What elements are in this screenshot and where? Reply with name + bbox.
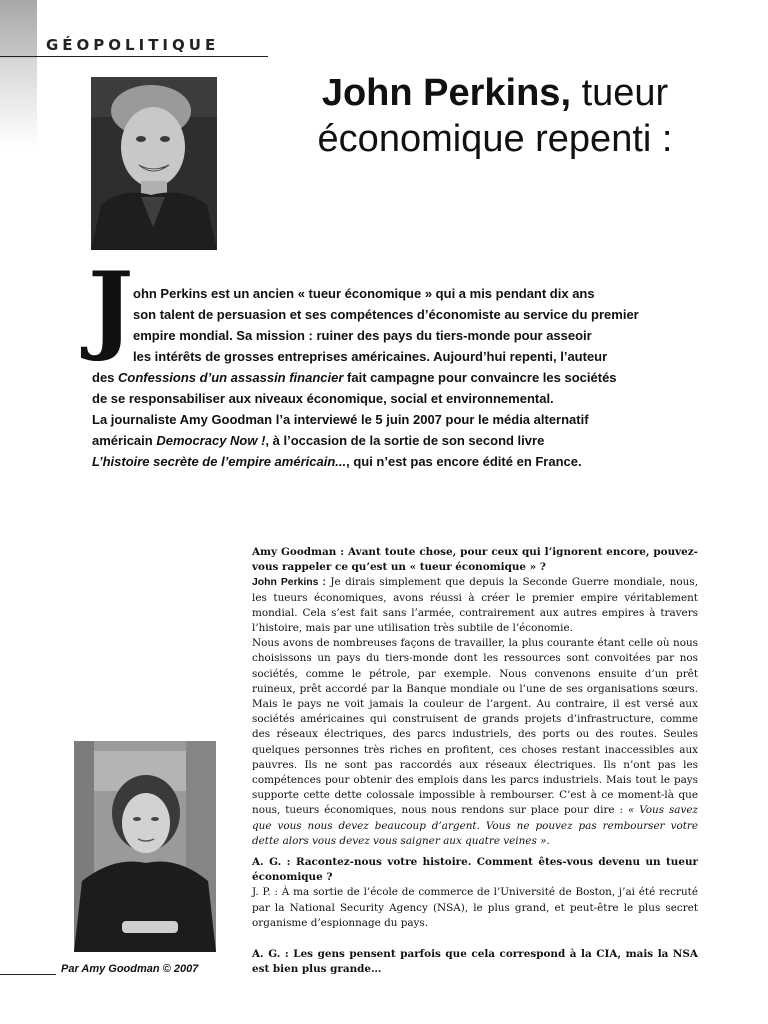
byline-rule [0,974,56,975]
byline: Par Amy Goodman © 2007 [61,963,199,975]
intro-line: les intérêts de grosses entreprises américaines. Aujourd’hui repenti, l’auteur [133,349,608,364]
headline-rest: tueur [571,72,669,114]
answer-1-para-2: Nous avons de nombreuses façons de travailler, la plus courante étant celle où nous choisissons un pays du tiers-monde dont les ressources sont convoitées par nos sociétés, comme le pétrole, par exemple. Nous convenons ensuite d’un prêt ruineux, prêt accordé par la Banque mondiale ou l’une de ses organisations sœurs. Mais le pays ne voit jamais la couleur de l’argent. Au contraire, il est versé aux sociétés américaines qui construisent de grands projets d’infrastructure, comme des réseaux électriques, des parcs industriels, des ports ou des routes. Seules quelques personnes très riches en profitent, ces choses restant inaccessibles aux pauvres. Ils ne sont pas raccordés aux réseaux électriques. Ils n’ont pas les compétences pour obtenir des emplois dans les parcs industriels. Mais tout le pays supporte cette dette colossale impossible à rembourser. C’est à ce moment-là que nous, tueurs économiques, nous nous rendons sur place pour dire : « Vous savez que vous nous devez beaucoup d’argent. Vous ne pouvez pas rembourser votre dette alors vous devez vous saigner aux quatre veines ». [252,637,698,847]
corner-fade [0,58,37,148]
book-title: Confessions d’un assassin financier [118,370,344,385]
answer-1-para-1: John Perkins : Je dirais simplement que depuis la Seconde Guerre mondiale, nous, les tueurs économiques, avons réussi à créer le premier empire véritablement mondial. Cela s’est fait sans l’armée, contrairement aux autres empires à travers l’histoire, mais par une utilisation très subtile de l’économie. [252,576,698,635]
question-2: A. G. : Racontez-nous votre histoire. Comment êtes-vous devenu un tueur économique ? [252,856,698,884]
section-label: GÉOPOLITIQUE [46,36,220,54]
section-rule [0,56,268,57]
headline-line2: économique repenti : [317,118,673,160]
interview-block-2 [252,855,698,931]
interview-block-3 [252,947,698,977]
john-perkins-photo [91,77,217,250]
second-book-title: L’histoire secrète de l’empire américain... [92,454,347,469]
question-3: A. G. : Les gens pensent parfois que cela correspond à la CIA, mais la NSA est bien plus grande… [252,948,698,976]
intro-line: empire mondial. Sa mission : ruiner des pays du tiers-monde pour asseoir [133,328,592,343]
intro-line: de se responsabiliser aux niveaux économique, social et environnemental. [92,391,554,406]
amy-goodman-photo [74,741,216,952]
corner-band [0,0,37,58]
dropcap: J [88,251,134,364]
intro-line: ohn Perkins est un ancien « tueur économique » qui a mis pendant dix ans [133,286,595,301]
media-name: Democracy Now ! [156,433,266,448]
interview-block-1 [252,545,698,849]
speaker-label: John Perkins : [252,577,326,589]
intro-line: des Confessions d’un assassin financier fait campagne pour convaincre les sociétés [92,370,617,385]
intro-line: américain Democracy Now !, à l’occasion de la sortie de son second livre [92,433,545,448]
headline [240,70,750,162]
intro-line: L’histoire secrète de l’empire américain..., qui n’est pas encore édité en France. [92,454,582,469]
headline-name: John Perkins, [321,72,572,114]
question-1: Amy Goodman : Avant toute chose, pour ceux qui l’ignorent encore, pouvez-vous rappeler ce qu’est un « tueur économique » ? [252,546,698,574]
quote-text: « Vous savez que vous nous devez beaucoup d’argent. Vous ne pouvez pas rembourser votre dette alors vous devez vous saigner aux quatre veines ». [252,804,698,847]
intro-line: La journaliste Amy Goodman l’a interviewé le 5 juin 2007 pour le média alternatif [92,412,589,427]
intro-line: son talent de persuasion et ses compétences d’économiste au service du premier [133,307,639,322]
answer-2: J. P. : À ma sortie de l’école de commerce de l’Université de Boston, j’ai été recruté par la National Security Agency (NSA), le plus grand, et peut-être le plus secret organisme d’espionnage du pays. [252,886,698,929]
